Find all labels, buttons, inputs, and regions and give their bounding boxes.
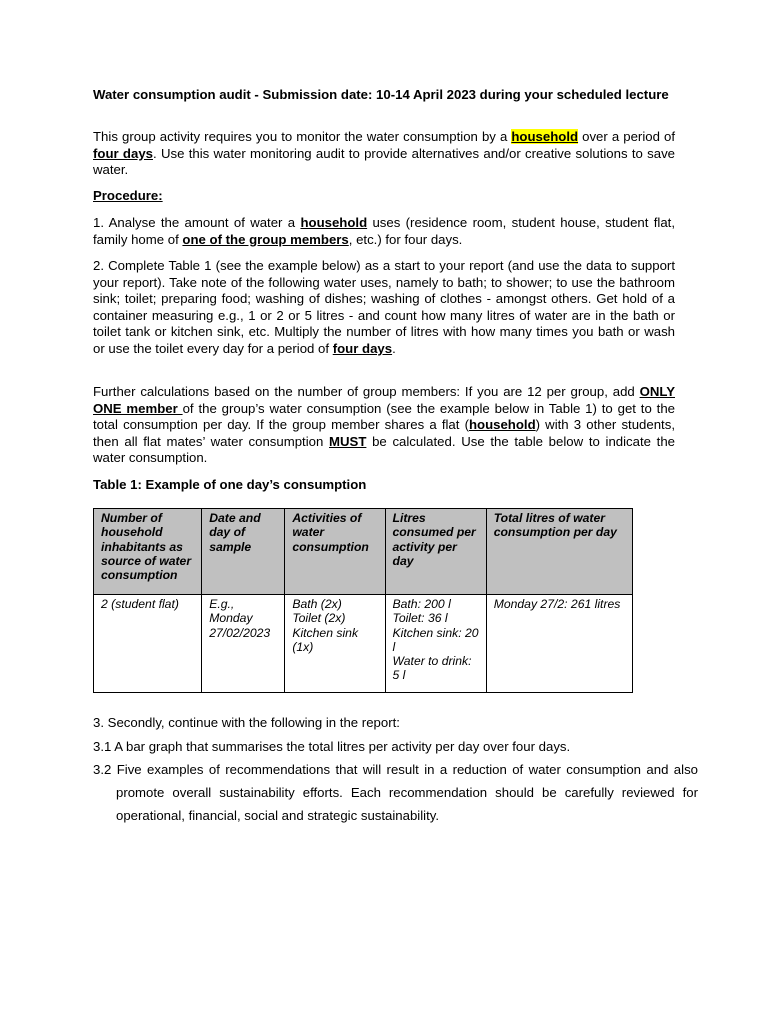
activity-line: Toilet (2x) <box>292 611 346 626</box>
activity-line: Kitchen sink (1x) <box>292 625 359 654</box>
step-2-paragraph <box>93 258 675 358</box>
table-header-row <box>94 509 633 595</box>
cell-date <box>202 595 285 693</box>
step-3-1: 3.1 A bar graph that summarises the total litres per activity per day over four days. <box>93 739 571 754</box>
intro-text-3: . Use this water monitoring audit to provide alternatives and/or creative solutions to save water. <box>93 145 676 178</box>
cell-inhabitants: 2 (student flat) <box>94 595 202 693</box>
step1-text-1: 1. Analyse the amount of water a <box>93 215 301 230</box>
four-days-emphasis: four days <box>93 145 153 161</box>
step2-four-days: four days <box>332 340 393 356</box>
further-household: household <box>468 417 536 433</box>
date-line: Monday <box>209 611 253 626</box>
cell-litres <box>385 595 486 693</box>
cell-activities <box>285 595 385 693</box>
step1-text-3: , etc.) for four days. <box>348 231 463 247</box>
procedure-heading: Procedure: <box>93 188 163 203</box>
table-row <box>94 595 633 693</box>
step-3-intro: 3. Secondly, continue with the following in the report: <box>93 715 400 730</box>
household-highlight: household <box>511 129 579 144</box>
step-1-paragraph <box>93 215 675 248</box>
litres-line: Bath: 200 l <box>392 597 451 611</box>
header-total: Total litres of water consumption per day <box>486 509 632 595</box>
intro-text-2: over a period of <box>578 129 675 144</box>
cell-total: Monday 27/2: 261 litres <box>486 595 632 693</box>
header-activities: Activities of water consumption <box>285 509 385 595</box>
header-litres: Litres consumed per activity per day <box>385 509 486 595</box>
further-text-4: be calculated. Use the table below to indicate the water consumption. <box>93 433 676 466</box>
step2-text-2: . <box>392 340 396 356</box>
intro-text-1: This group activity requires you to monitor the water consumption by a <box>93 129 512 144</box>
further-text-1: Further calculations based on the number of group members: If you are 12 per group, add <box>93 384 640 399</box>
only-one-member: ONLY ONE member <box>93 384 675 416</box>
further-text-2: of the group’s water consumption (see the example below in Table 1) to get to the total consumption per day. If the group member shares a flat ( <box>93 400 675 433</box>
step-3-2: 3.2 Five examples of recommendations that will result in a reduction of water consumption and also promote overall sustainability efforts. Each recommendation should be carefully reviewed for operational, financial, social and strategic sustainability. <box>93 762 698 823</box>
table-caption: Table 1: Example of one day’s consumption <box>93 477 367 492</box>
litres-line: Kitchen sink: 20 l <box>392 625 479 654</box>
intro-paragraph <box>93 129 675 179</box>
step1-text-2: uses (residence room, student house, student flat, family home of <box>93 215 675 247</box>
activity-line: Bath (2x) <box>292 597 342 611</box>
date-line: E.g., <box>209 597 235 611</box>
step1-household: household <box>300 215 368 230</box>
step1-group-member: one of the group members <box>182 231 349 247</box>
must-emphasis: MUST <box>329 433 367 449</box>
header-inhabitants: Number of household inhabitants as source of water consumption <box>94 509 202 595</box>
consumption-table <box>93 508 633 693</box>
further-text-3: ) with 3 other students, then all flat mates’ water consumption <box>93 417 675 449</box>
header-date: Date and day of sample <box>202 509 285 595</box>
page-title: Water consumption audit - Submission date: 10-14 April 2023 during your scheduled lecture <box>93 87 669 102</box>
litres-line: Toilet: 36 l <box>392 611 448 626</box>
step2-text-1: 2. Complete Table 1 (see the example below) as a start to your report (and use the data to support your report). Take note of the following water uses, namely to bath; to shower; to use the bathroom sink; toilet; preparing food; washing of dishes; washing of clothes - amongst others. Get hold of a container measuring e.g., 1 or 2 or 5 litres - and count how many litres of water are in the bath or toilet tank or kitchen sink, etc. Multiply the number of litres with how many times you bath or wash or use the toilet every day for a period of <box>93 258 675 356</box>
litres-line: Water to drink: 5 l <box>392 654 472 683</box>
date-line: 27/02/2023 <box>209 625 271 640</box>
further-calculations-paragraph <box>93 384 675 467</box>
